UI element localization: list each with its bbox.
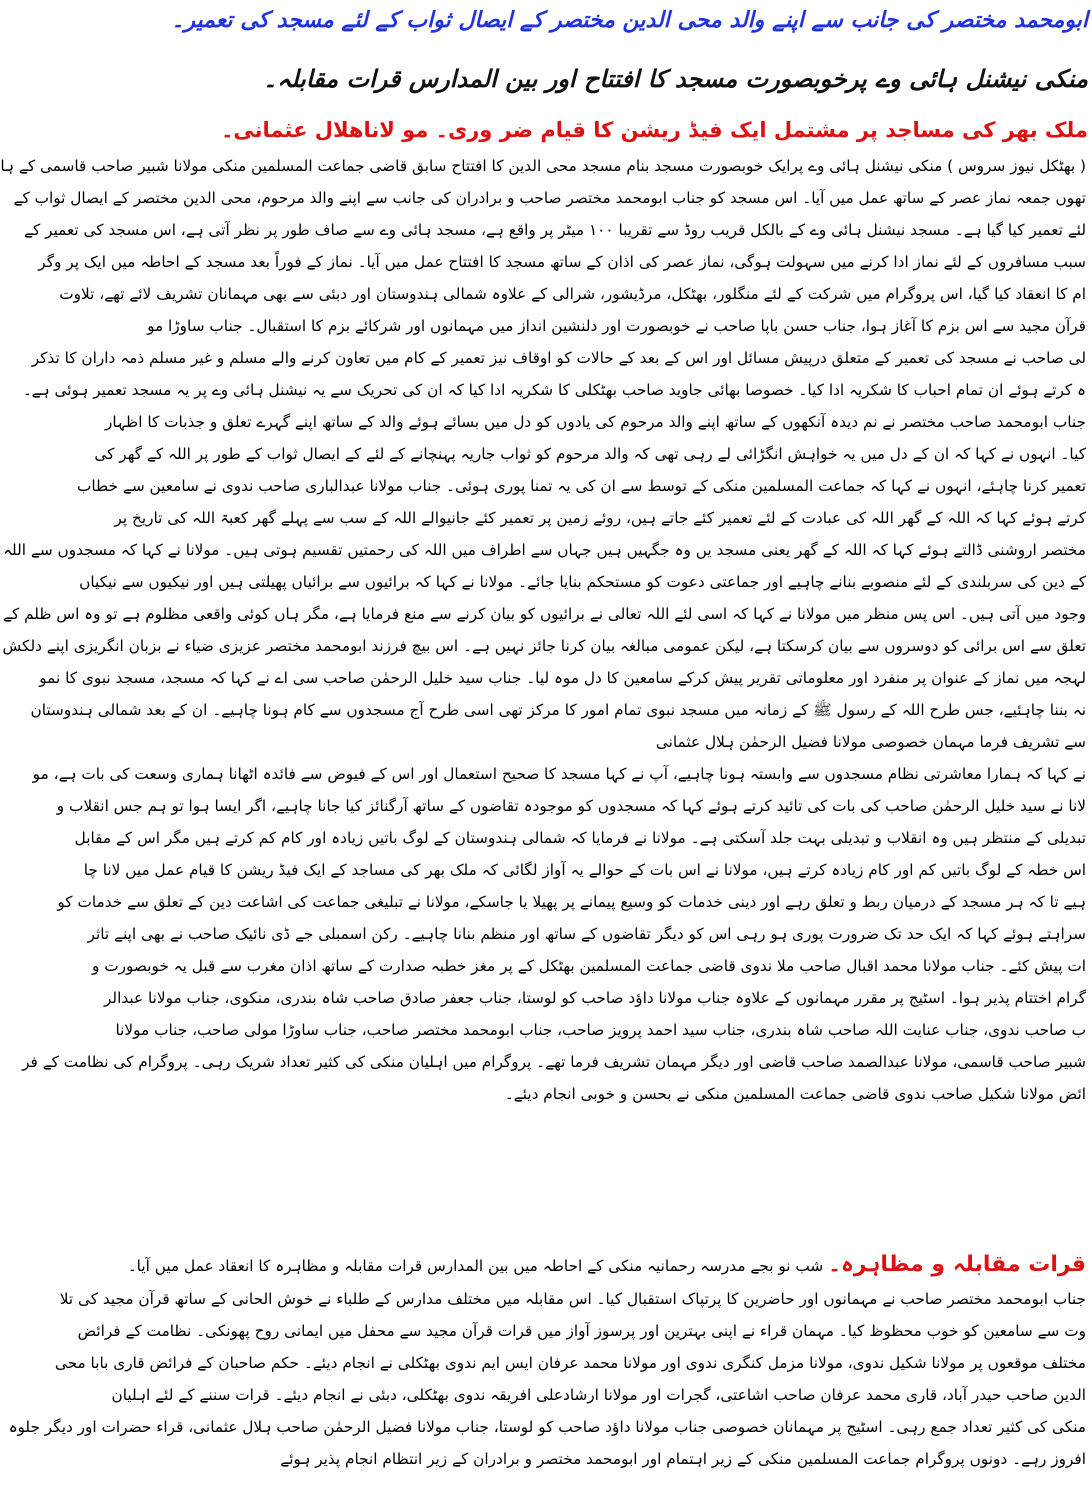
headline-secondary: منکی نیشنل ہائی وے پرخوبصورت مسجد کا افتتاح اور بین المدارس قرات مقابلہ۔ (263, 65, 1088, 93)
text-line: جناب ابومحمد مختصر صاحب نے مہمانوں اور حاضرین کا پرتپاک استقبال کیا۔ اس مقابلہ میں مختلف مدارس کے طلباء نے خوش الحانی کے ساتھ قرآن مجید کی تلا (59, 1290, 1086, 1308)
text-line: لہجہ میں نماز کے عنوان پر منفرد اور معلوماتی تقریر پیش کرکے سامعین کا دل موہ لیا۔ جناب سید خلیل الرحمٰن صاحب سی اے نے کہا کہ مسجد، مسجد نبوی کا نمو (39, 669, 1086, 687)
text-line: سبب مسافروں کے لئے نماز ادا کرنے میں سہولت ہوگی، نماز عصر کی اذان کے ساتھ مسجد کا افتتاح عمل میں آیا۔ نماز کے فوراً بعد مسجد کے احاطہ میں ایک پر وگر (38, 253, 1086, 271)
text-line: لئے تعمیر کیا گیا ہے۔ مسجد نیشنل ہائی وے کے بالکل قریب روڈ سے تقریبا ۱۰۰ میٹر پر واقع ہے، مسجد ہائی وے سے صاف طور پر نظر آتی ہے، اس مسجد کی تعمیر کے (24, 221, 1086, 239)
text-line: سے تشریف فرما مہمان خصوصی مولانا فضیل الرحمٰن ہلال عثمانی (655, 733, 1086, 751)
text-line: ائض مولانا شکیل صاحب ندوی قاضی جماعت المسلمین منکی نے بحسن و خوبی انجام دیئے۔ (504, 1085, 1086, 1103)
text-line: ( بھٹکل نیوز سروس ) منکی نیشنل ہائی وے پرایک خوبصورت مسجد بنام مسجد محی الدین کا افتتاح سابق قاضی جماعت المسلمین منکی مولانا شبیر صاحب قاسمی کے ہا (0, 157, 1086, 175)
text-line: تعمیر کرنا چاہئے، انہوں نے کہا کہ جماعت المسلمین منکی کے توسط سے ان کی یہ تمنا پوری ہوئی۔ جناب مولانا عبدالباری صاحب ندوی نے سامعین سے خطاب (76, 477, 1086, 495)
text-line: مختلف موقعوں پر مولانا شکیل ندوی، مولانا مزمل کنگری ندوی اور مولانا محمد عرفان ایس ایم ندوی بھٹکلی نے انجام دیئے۔ حکم صاحبان کے فرائض قاری بابا محی (54, 1354, 1086, 1372)
text-line: شبیر صاحب قاسمی، مولانا عبدالصمد صاحب قاضی اور دیگر مہمان تشریف فرما تھے۔ پروگرام میں اہلیان منکی کی کثیر تعداد شریک رہی۔ پروگرام کی نظامت کے فر (22, 1053, 1086, 1071)
text-line: قرآن مجید سے اس بزم کا آغاز ہوا، جناب حسن باپا صاحب نے خوبصورت اور دلنشین انداز میں مہمانوں اور شرکائے بزم کا استقبال۔ جناب ساوڑا مو (147, 317, 1086, 335)
sub-heading-line (127, 1247, 1086, 1283)
text-line: لانا نے سید خلیل الرحمٰن صاحب کی بات کی تائید کرتے ہوئے کہا کہ مسجدوں کو موجودہ تقاضوں کے ساتھ آرگنائز کیا جانا چاہیے، اگر ایسا ہوا تو ہم جس انقلاب و (56, 797, 1086, 815)
text-line: منکی کی کثیر تعداد جمع رہی۔ اسٹیج پر مہمانان خصوصی جناب مولانا داؤد صاحب کو لوستا، جناب مولانا فضیل الرحمٰن صاحب ہلال عثمانی، قراء حضرات اور دیگر جلوہ (8, 1418, 1086, 1436)
text-line: ات پیش کئے۔ جناب مولانا محمد اقبال صاحب ملا ندوی قاضی جماعت المسلمین بھٹکل کے پر مغز خطبہ صدارت کے ساتھ اذان مغرب سے قبل یہ خوبصورت و (91, 957, 1086, 975)
text-line: نہ بننا چاہئیے، جس طرح اللہ کے رسول ﷺ کے زمانہ میں مسجد نبوی تمام امور کا مرکز تھی اسی طرح آج مسجدوں سے کام ہونا چاہیے۔ ان کے بعد شمالی ہندوستان (30, 701, 1086, 719)
text-line: ام کا انعقاد کیا گیا، اس پروگرام میں شرکت کے لئے منگلور، بھٹکل، مرڈیشور، شرالی کے علاوہ شمالی ہندوستان اور دبئی سے بھی مہمانان تشریف لائے تھے، تلاوت (59, 285, 1086, 303)
text-line: تھوں جمعہ نماز عصر کے ساتھ عمل میں آیا۔ اس مسجد کو جناب ابومحمد مختصر صاحب و برادران کی جانب سے اپنے والد مرحوم، محی الدین مختصر کے ایصال ثواب کے (13, 189, 1086, 207)
text-line: کیا۔ انہوں نے کہا کہ ان کے دل میں یہ خواہش انگڑائی لے رہی تھی کہ والد مرحوم کو ثواب جاریہ پہنچانے کے لئے کے ایصال ثواب کے طور پر اللہ کے گھر کی (94, 445, 1086, 463)
text-line: وت سے سامعین کو خوب محظوظ کیا۔ مہمان قراء نے اپنی بہترین اور پرسوز آواز میں قرات قرآن مجید سے محفل میں ایمانی روح پھونکی۔ نظامت کے فرائض (77, 1322, 1086, 1340)
sub-heading-rest: شب نو بجے مدرسہ رحمانیہ منکی کے احاطہ میں بین المدارس قرات مقابلہ و مظاہرہ کا انعقاد عمل میں آیا۔ (127, 1257, 824, 1275)
text-line: افروز رہے۔ دونوں پروگرام جماعت المسلمین منکی کے زیر اہتمام اور ابومحمد مختصر و برادران کے زیر انتظام انجام پذیر ہوئے (280, 1450, 1086, 1468)
headline-highlight: ملک بھر کی مساجد پر مشتمل ایک فیڈ ریشن کا قیام ضر وری۔ مو لاناھلال عثمانی۔ (221, 118, 1088, 142)
text-line: کے دین کی سربلندی کے لئے منصوبے بنانے چاہیے اور جماعتی دعوت کو مستحکم بنایا جائے۔ مولانا نے کہا کہ برائیوں سے برائیاں پھیلتی ہیں اور نیکیوں سے نیکیاں (79, 573, 1086, 591)
text-line: کرتے ہوئے کہا کہ اللہ کے گھر اللہ کی عبادت کے لئے تعمیر کئے جاتے ہیں، روئے زمین پر تعمیر کئے جانیوالے اللہ کے سب سے پہلے گھر کعبۃ اللہ کی تاریخ پر (114, 509, 1086, 527)
article-body (0, 150, 1086, 1110)
text-line: سراہتے ہوئے کہا کہ ایک حد تک ضرورت پوری ہو رہی اس کو دیگر تقاضوں کے ساتھ اور منظم بنانا چاہیے۔ رکن اسمبلی جے ڈی نائیک صاحب نے بھی اپنے تاثر (87, 925, 1086, 943)
text-line: وجود میں آتی ہیں۔ اس پس منظر میں مولانا نے کہا کہ اسی لئے اللہ تعالی نے برائیوں کو بیان کرنے سے منع فرمایا ہے، مگر ہاں کوئی واقعی مظلوم ہے تو وہ اس ظلم کے (3, 605, 1086, 623)
text-line: ہ کرتے ہوئے ان تمام احباب کا شکریہ ادا کیا۔ خصوصا بھائی جاوید صاحب بھٹکلی کا شکریہ ادا کیا کہ ان کی تحریک سے یہ نیشنل ہائی وے پر یہ مسجد تعمیر ہوئی ہے۔ (22, 381, 1086, 399)
text-line: گرام اختتام پذیر ہوا۔ اسٹیج پر مقرر مہمانوں کے علاوہ جناب مولانا داؤد صاحب کو لوستا، جناب جعفر صادق صاحب شاہ بندری، منکوی، جناب مولانا عبدالر (103, 989, 1086, 1007)
text-line: نے کہا کہ ہمارا معاشرتی نظام مسجدوں سے وابستہ ہونا چاہیے، آپ نے کہا مسجد کا صحیح استعمال اور اس کے فیوض سے فائدہ اٹھانا ہماری وسعت کی بات ہے، مو (32, 765, 1086, 783)
sub-heading: قرات مقابلہ و مظاہرہ۔ (828, 1252, 1086, 1277)
text-line: لی صاحب نے مسجد کی تعمیر کے متعلق درپیش مسائل اور اس کے بعد کے حالات کو اوقاف نیز تعمیر کے کام میں تعاون کرنے والے مسلم و غیر مسلم ذمہ داران کا تذکر (31, 349, 1086, 367)
headline-primary: ابومحمد مختصر کی جانب سے اپنے والد محی الدین مختصر کے ایصال ثواب کے لئے مسجد کی تعمیر۔ (171, 8, 1088, 33)
text-line: اس خطہ کے لوگ باتیں کم اور کام زیادہ کرتے ہیں، مولانا نے اس بات کے حوالے یہ آواز لگائی کہ ملک بھر کی مساجد کے ایک فیڈ ریشن کا قیام عمل میں لانا چا (83, 861, 1086, 879)
text-line: ب صاحب ندوی، جناب عنایت اللہ صاحب شاہ بندری، جناب سید احمد پرویز صاحب، جناب ابومحمد مختصر صاحب، جناب ساوڑا مولی صاحب، جناب مولانا (115, 1021, 1086, 1039)
text-line: تعلق سے اس برائی کو دوسروں سے بیان کرسکتا ہے، لیکن عمومی مبالغہ بیان کرنا جائز نہیں ہے۔ اس بیچ فرزند ابومحمد مختصر عزیزی ضیاء نے بزبان انگریزی اپنے دلکش (2, 637, 1086, 655)
text-line: ہیے تا کہ ہر مسجد کے درمیان ربط و تعلق رہے اور دینی خدمات کو وسیع پیمانے پر پھیلا یا جاسکے، مولانا نے تبلیغی جماعت کی اشاعت دین کے تعلق سے خدمات کو (57, 893, 1086, 911)
text-line: جناب ابومحمد صاحب مختصر نے نم دیدہ آنکھوں کے ساتھ اپنے والد مرحوم کی یادوں کو دل میں بسائے ہوئے والد کے ساتھ اپنے گہرے تعلق و جذبات کا اظہار (105, 413, 1086, 431)
text-line: تبدیلی کے منتظر ہیں وہ انقلاب و تبدیلی بہت جلد آسکتی ہے۔ مولانا نے فرمایا کہ شمالی ہندوستان کے لوگ باتیں زیادہ اور کام کم کرتے ہیں مگر اس کے مقابل (74, 829, 1086, 847)
article-body-qirat (8, 1247, 1086, 1475)
text-line: الدین صاحب حیدر آباد، قاری محمد عرفان صاحب اشاعتی، گجرات اور مولانا ارشادعلی افریقہ ندوی بھٹکلی، دبئی نے انجام دیئے۔ قرات سننے کے لئے اہلیان (111, 1386, 1086, 1404)
text-line: مختصر اروشنی ڈالتے ہوئے کہا کہ اللہ کے گھر یعنی مسجد یں وہ جگہیں ہیں جہاں سے اطراف میں اللہ کی رحمتیں تقسیم ہوتی ہیں۔ مولانا نے کہا کہ مسجدوں سے اللہ (3, 541, 1086, 559)
